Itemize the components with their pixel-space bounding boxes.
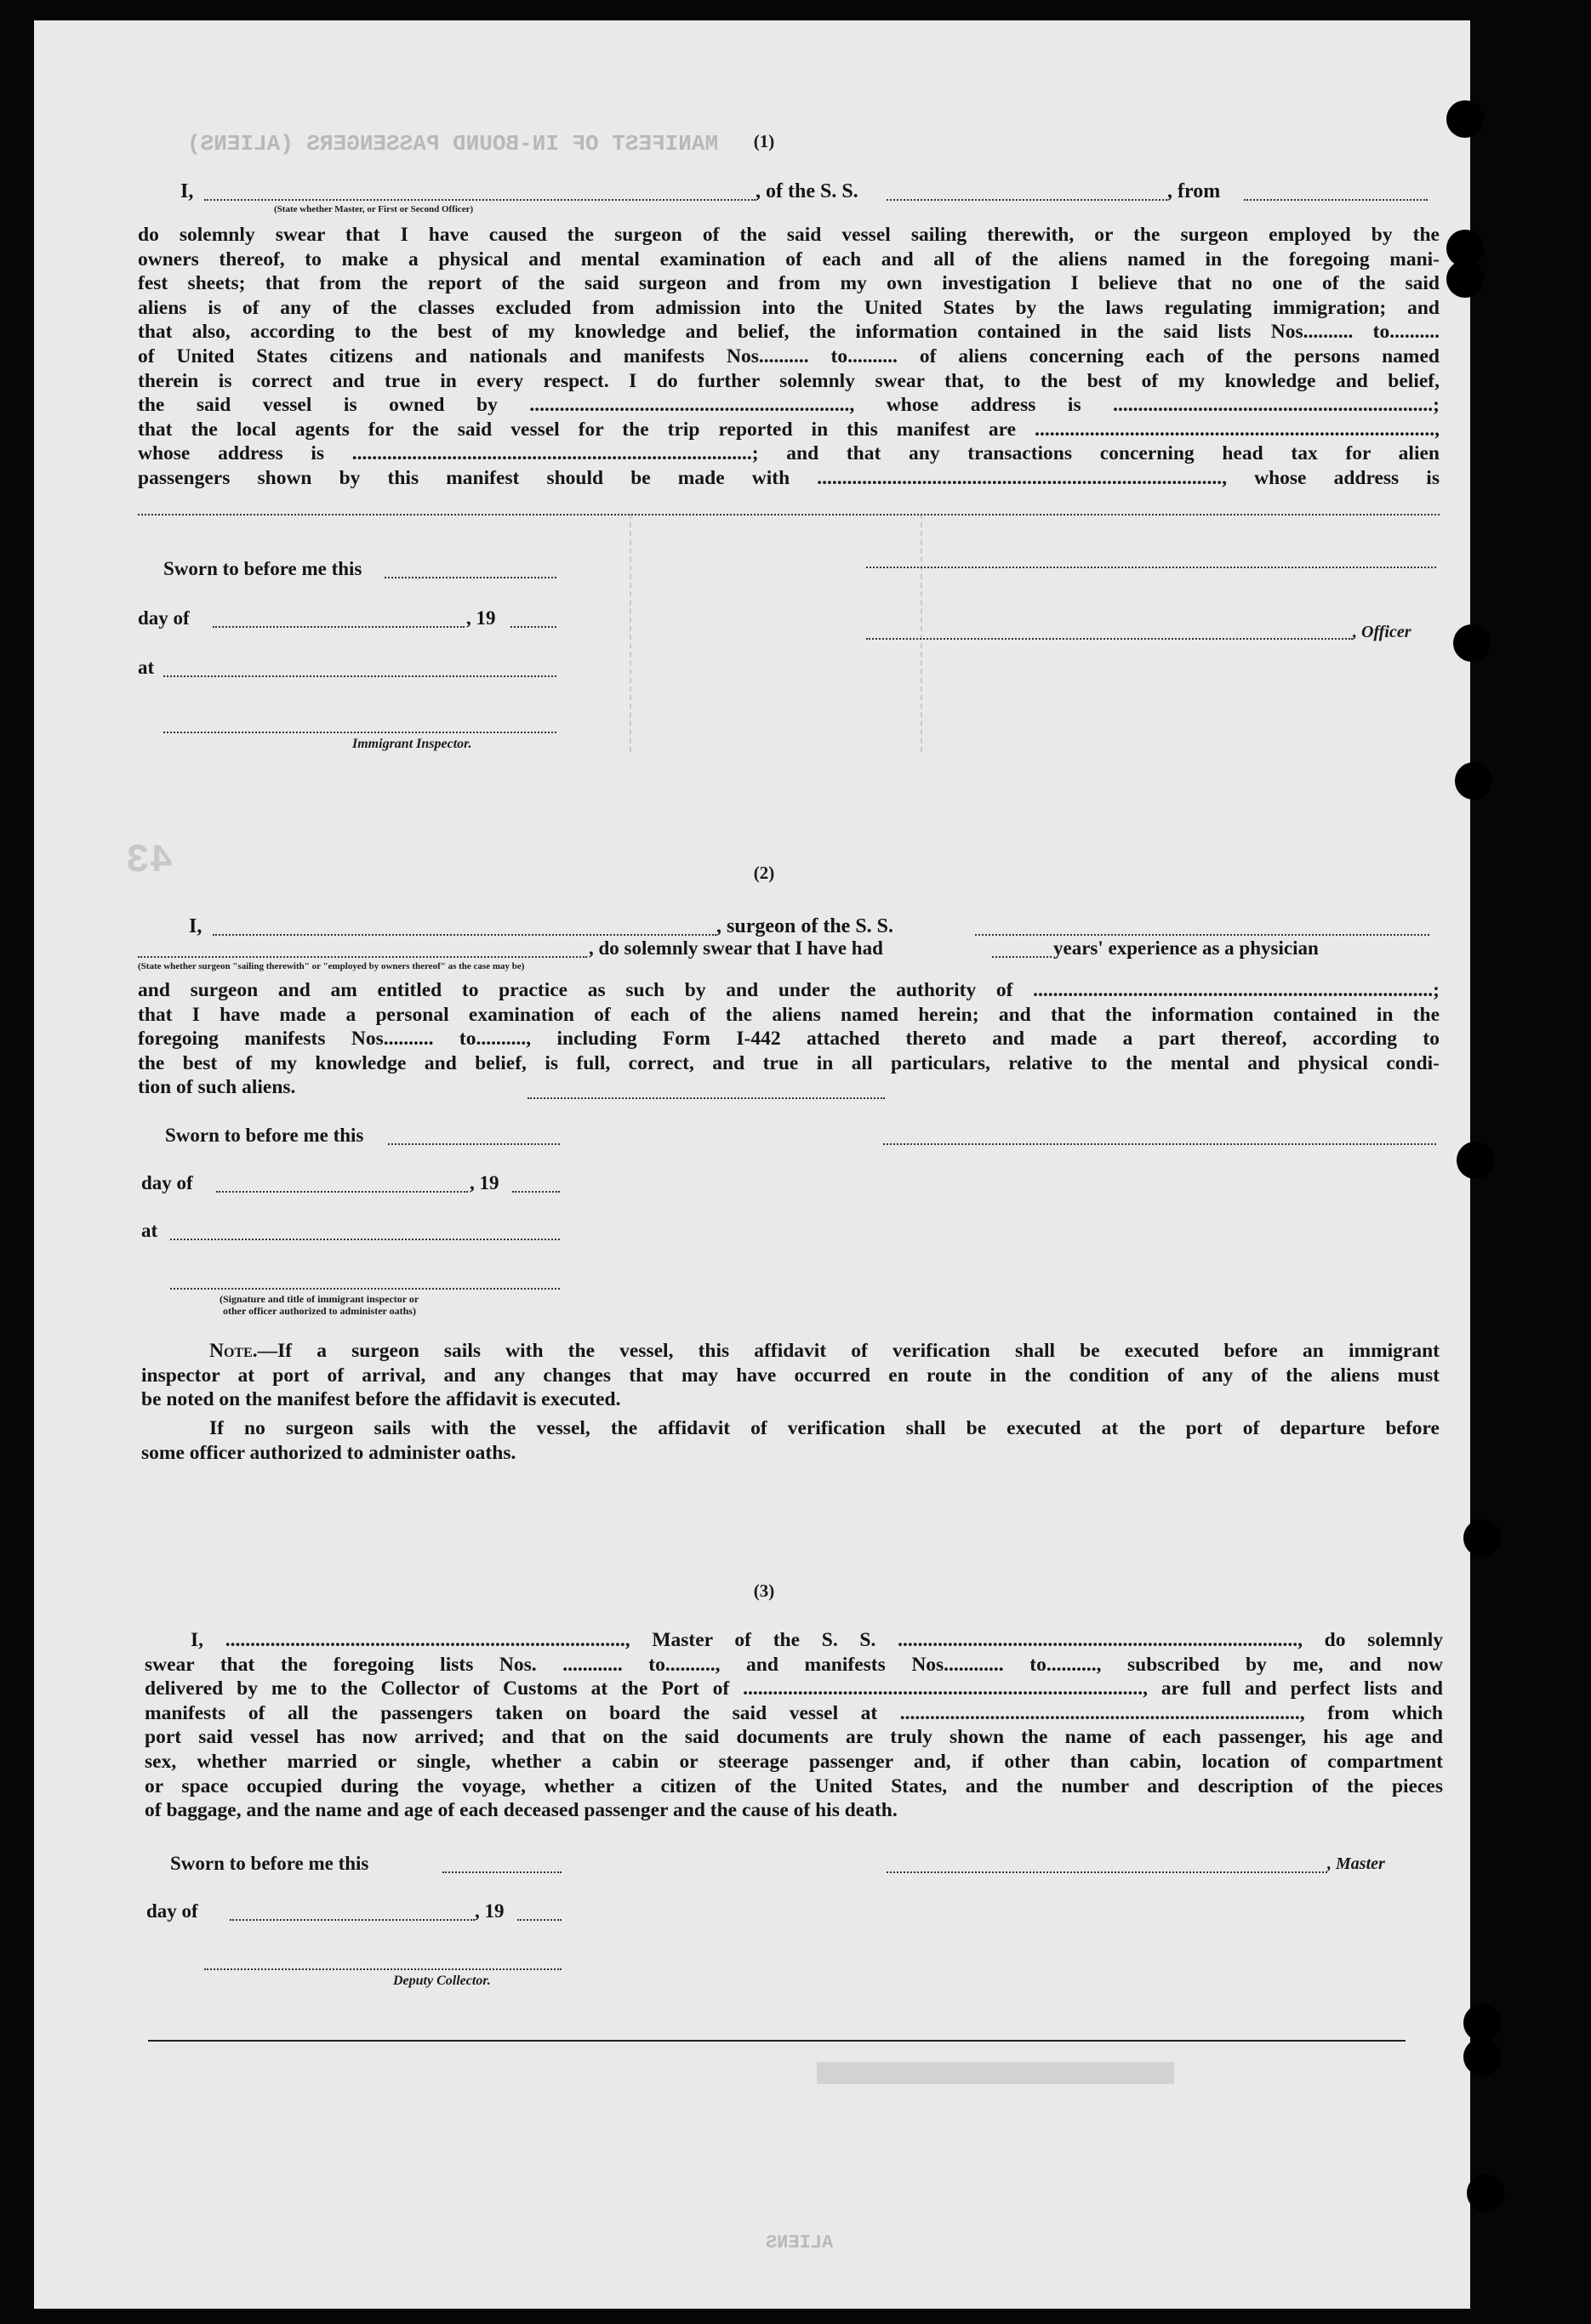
section-1-text-line: fest sheets; that from the report of the said surgeon and from my own investigation I believe that no one of the said <box>138 272 1440 295</box>
section-2-text-line: and surgeon and am entitled to practice as such by and under the authority of ................................................................................; <box>138 979 1440 1001</box>
section-1-officer-caption: , Officer <box>1353 623 1411 641</box>
section-1-text-line: that the local agents for the said vessel for the trip reported in this manifest are ................................................................................, <box>138 418 1440 441</box>
reverse-side-footer: ALIENS <box>766 2232 834 2253</box>
section-1-from-label: , from <box>1167 180 1221 202</box>
section-3-sworn-label: Sworn to before me this <box>170 1853 369 1874</box>
section-2-heading: (2) <box>753 863 775 883</box>
section-1-year-label: , 19 <box>466 607 496 629</box>
section-3-text-line: of baggage, and the name and age of each deceased passenger and the cause of his death. <box>145 1799 898 1822</box>
binder-hole <box>1453 624 1491 662</box>
note-line: If no surgeon sails with the vessel, the affidavit of verification shall be executed at the port of departure before <box>209 1417 1440 1439</box>
section-1-intro-prefix: I, <box>180 180 194 202</box>
section-3-text-line: manifests of all the passengers taken on board the said vessel at ................................................................................, from which <box>145 1701 1443 1724</box>
section-2-intro-prefix: I, <box>189 915 202 937</box>
note-label: Note. <box>209 1340 258 1362</box>
reverse-side-stamp: 43 <box>126 839 174 883</box>
section-1-text-line: do solemnly swear that I have caused the surgeon of the said vessel sailing therewith, or the surgeon employed by the <box>138 224 1440 246</box>
section-2-signature-caption: (Signature and title of immigrant inspector or <box>220 1293 419 1305</box>
section-3-collector-caption: Deputy Collector. <box>393 1974 491 1988</box>
section-1-inspector-caption: Immigrant Inspector. <box>352 737 472 751</box>
section-3-text-line: or space occupied during the voyage, whether a citizen of the United States, and the number and description of the pieces <box>145 1774 1443 1797</box>
section-2-text-line: that I have made a personal examination of each of the aliens named herein; and that the information contained in the <box>138 1003 1440 1026</box>
binder-hole <box>1446 100 1484 138</box>
section-1-sworn-label: Sworn to before me this <box>163 558 362 579</box>
section-2-signature-caption: other officer authorized to administer oaths) <box>223 1305 416 1317</box>
section-1-text-line: owners thereof, to make a physical and mental examination of each and all of the aliens named in the foregoing mani- <box>138 248 1440 271</box>
note-text: —If a surgeon sails with the vessel, this affidavit of verification shall be executed before an immigrant <box>257 1340 1440 1362</box>
section-3-day-label: day of <box>146 1900 198 1922</box>
section-2-text-line: foregoing manifests Nos.......... to.........., including Form I-442 attached thereto and made a part thereof, according to <box>138 1028 1440 1051</box>
section-1-text-line: that also, according to the best of my knowledge and belief, the information contained in the said lists Nos.......... to.......... <box>138 321 1440 344</box>
section-1-text-line: whose address is ................................................................................; and that any transactions concerning head tax for alien <box>138 442 1440 465</box>
note-line: some officer authorized to administer oaths. <box>141 1441 516 1464</box>
binder-hole <box>1463 2004 1501 2042</box>
binder-hole <box>1463 1519 1501 1557</box>
section-2-text-line: tion of such aliens. <box>138 1076 296 1099</box>
note-line: be noted on the manifest before the affidavit is executed. <box>141 1388 621 1411</box>
section-3-heading: (3) <box>753 1581 775 1601</box>
section-1-text-line: aliens is of any of the classes excluded from admission into the United States by the laws regulating immigration; and <box>138 296 1440 319</box>
section-2-day-label: day of <box>141 1172 193 1193</box>
section-3-text-line: delivered by me to the Collector of Customs at the Port of ................................................................................, are full and perfect lists and <box>145 1677 1443 1700</box>
section-1-rank-caption: (State whether Master, or First or Second Officer) <box>274 204 474 214</box>
binder-hole <box>1455 762 1492 800</box>
section-2-experience-label: years' experience as a physician <box>1053 937 1319 959</box>
section-2-surgeon-type-caption: (State whether surgeon "sailing therewith" or "employed by owners thereof" as the case may be) <box>138 961 525 971</box>
section-3-master-caption: , Master <box>1327 1854 1385 1873</box>
section-1-text-line: passengers shown by this manifest should be made with ................................................................................., whose address is <box>138 466 1440 489</box>
binder-hole <box>1467 2174 1504 2212</box>
section-3-text-line: sex, whether married or single, whether a cabin or steerage passenger and, if other than cabin, location of compartment <box>145 1750 1443 1773</box>
section-1-text-line: therein is correct and true in every respect. I do further solemnly swear that, to the best of my knowledge and belief, <box>138 369 1440 392</box>
binder-hole <box>1463 2038 1501 2076</box>
reverse-side-title: MANIFEST OF IN-BOUND PASSENGERS (ALIENS) <box>187 131 719 157</box>
section-1-of-ss-label: , of the S. S. <box>756 180 858 202</box>
section-2-at-label: at <box>141 1220 158 1241</box>
note-line: inspector at port of arrival, and any changes that may have occurred en route in the condition of any of the aliens must <box>141 1364 1440 1387</box>
section-2-surgeon-of-label: , surgeon of the S. S. <box>716 915 894 937</box>
section-1-text-line: the said vessel is owned by ................................................................, whose address is ................................................................; <box>138 394 1440 417</box>
section-1-day-label: day of <box>138 607 190 629</box>
section-3-year-label: , 19 <box>475 1900 505 1922</box>
section-1-at-label: at <box>138 657 155 678</box>
section-3-text-line: I, ................................................................................, Master of the S. S. ................................................................................, do solemnly <box>191 1629 1443 1651</box>
section-3-text-line: port said vessel has now arrived; and that on the said documents are truly shown the name of each passenger, his age and <box>145 1726 1443 1749</box>
binder-hole <box>1457 1142 1494 1179</box>
section-3-text-line: swear that the foregoing lists Nos. ............ to.........., and manifests Nos............ to.........., subscribed by me, and now <box>145 1653 1443 1676</box>
section-2-year-label: , 19 <box>470 1172 499 1193</box>
section-2-text-line: the best of my knowledge and belief, is full, correct, and true in all particulars, relative to the mental and physical condi- <box>138 1051 1440 1074</box>
section-2-swear-label: , do solemnly swear that I have had <box>589 937 883 959</box>
binder-hole <box>1446 260 1484 298</box>
section-1-text-line: of United States citizens and nationals and manifests Nos.......... to.......... of aliens concerning each of the persons named <box>138 345 1440 367</box>
section-2-sworn-label: Sworn to before me this <box>165 1125 364 1146</box>
section-1-heading: (1) <box>753 131 775 151</box>
